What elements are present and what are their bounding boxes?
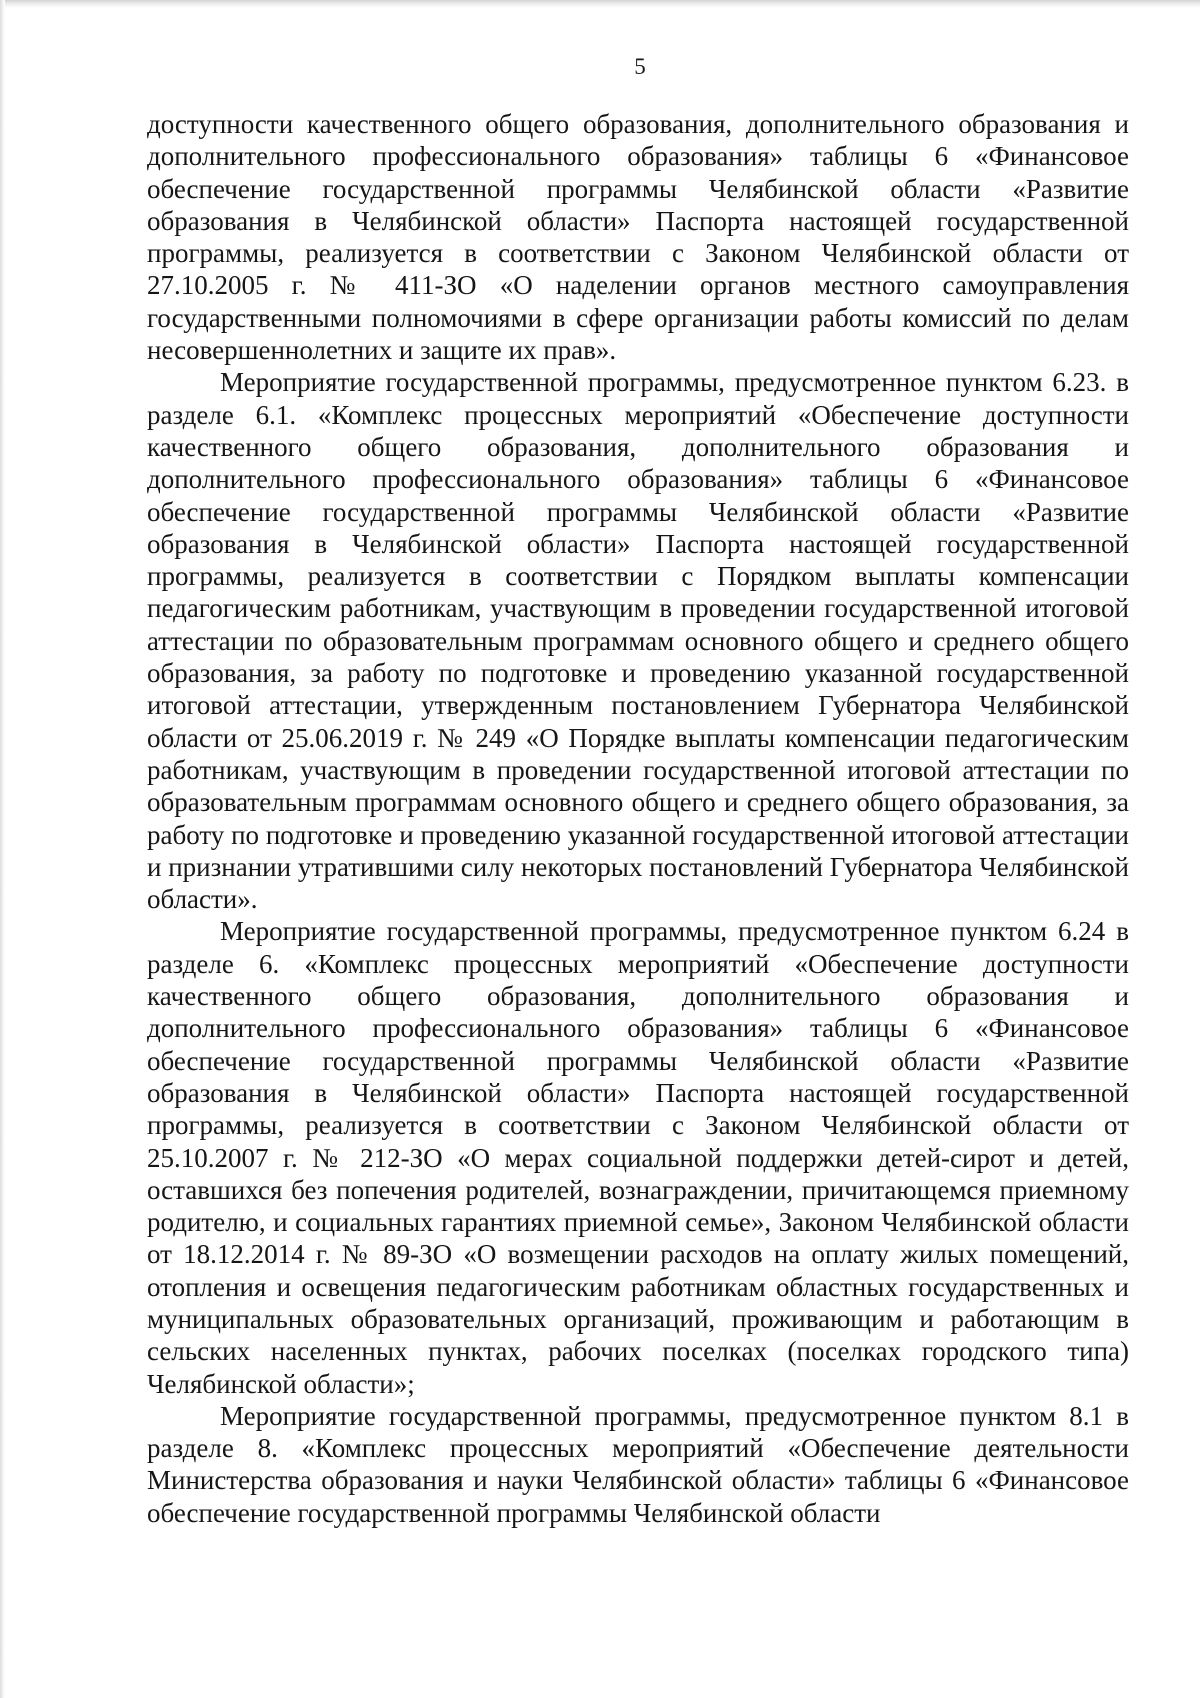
scan-edge-left [0, 0, 5, 1698]
paragraph-4: Мероприятие государственной программы, предусмотренное пунктом 8.1 в разделе 8. «Комплекс процессных мероприятий «Обеспечение деятельности Министерства образования и науки Челябинской области» таблицы 6 «Финансовое обеспечение государственной программы Челябинской области [147, 1400, 1129, 1528]
paragraph-2: Мероприятие государственной программы, предусмотренное пунктом 6.23. в разделе 6.1. «Комплекс процессных мероприятий «Обеспечение доступности качественного общего образования, дополнительного образования и дополнительного профессионального образования» таблицы 6 «Финансовое обеспечение государственной программы Челябинской области «Развитие образования в Челябинской области» Паспорта настоящей государственной программы, реализуется в соответствии с Порядком выплаты компенсации педагогическим работникам, участвующим в проведении государственной итоговой аттестации по образовательным программам основного общего и среднего общего образования, за работу по подготовке и проведению указанной государственной итоговой аттестации, утвержденным постановлением Губернатора Челябинской области от 25.06.2019 г. № 249 «О Порядке выплаты компенсации педагогическим работникам, участвующим в проведении государственной итоговой аттестации по образовательным программам основного общего и среднего общего образования, за работу по подготовке и проведению указанной государственной итоговой аттестации и признании утратившими силу некоторых постановлений Губернатора Челябинской области». [147, 367, 1129, 915]
paragraph-1: доступности качественного общего образования, дополнительного образования и дополнительного профессионального образования» таблицы 6 «Финансовое обеспечение государственной программы Челябинской области «Развитие образования в Челябинской области» Паспорта настоящей государственной программы, реализуется в соответствии с Законом Челябинской области от 27.10.2005 г. № 411-ЗО «О наделении органов местного самоуправления государственными полномочиями в сфере организации работы комиссий по делам несовершеннолетних и защите их прав». [147, 109, 1129, 366]
scan-edge-top [0, 0, 1200, 8]
document-body [147, 108, 1129, 1529]
page-number: 5 [634, 54, 646, 79]
paragraph-3: Мероприятие государственной программы, предусмотренное пунктом 6.24 в разделе 6. «Комплекс процессных мероприятий «Обеспечение доступности качественного общего образования, дополнительного образования и дополнительного профессионального образования» таблицы 6 «Финансовое обеспечение государственной программы Челябинской области «Развитие образования в Челябинской области» Паспорта настоящей государственной программы, реализуется в соответствии с Законом Челябинской области от 25.10.2007 г. № 212-ЗО «О мерах социальной поддержки детей-сирот и детей, оставшихся без попечения родителей, вознаграждении, причитающемся приемному родителю, и социальных гарантиях приемной семье», Законом Челябинской области от 18.12.2014 г. № 89-ЗО «О возмещении расходов на оплату жилых помещений, отопления и освещения педагогическим работникам областных государственных и муниципальных образовательных организаций, проживающим и работающим в сельских населенных пунктах, рабочих поселках (поселках городского типа) Челябинской области»; [147, 916, 1129, 1399]
